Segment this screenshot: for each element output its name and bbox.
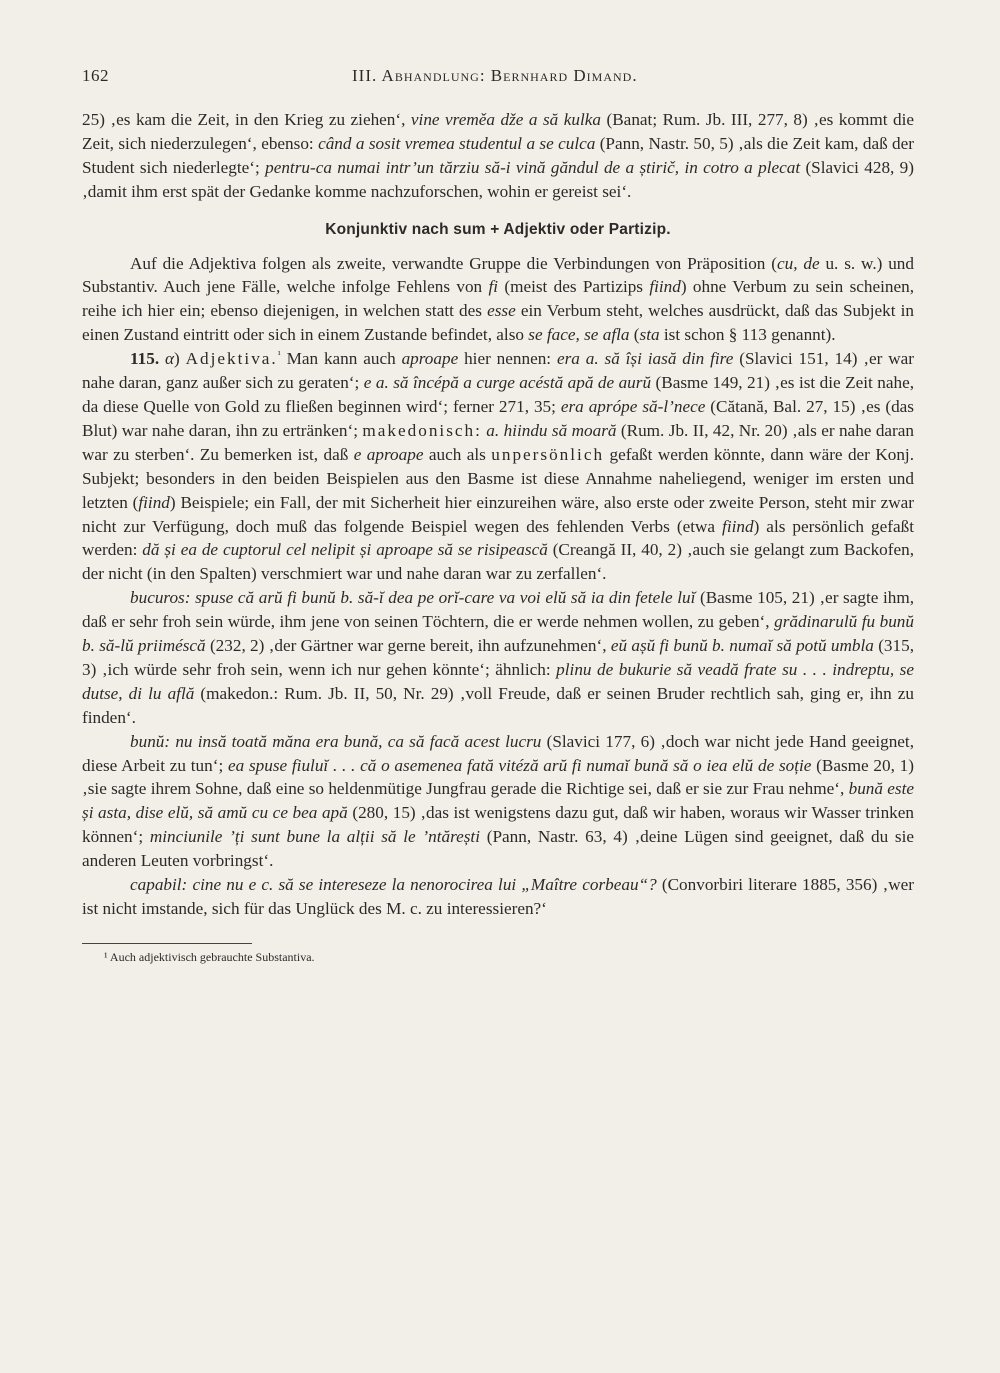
text-run: (: [629, 325, 640, 345]
text-run: (280, 15) ‚das ist wenigstens dazu gut, daß wir haben, woraus wir Wasser trinken können‘;: [82, 803, 914, 847]
text-run: unpersönlich: [491, 444, 605, 464]
text-run: makedonisch:: [362, 420, 482, 440]
text-run: (Basme 105, 21) ‚er sagte ihm, daß er sehr froh sein würde, ihm jene von seinen Töchtern, die er werde nehmen wollen, zu geben‘,: [82, 588, 914, 632]
italic-text: cu, de: [776, 253, 820, 273]
italic-text: fiind: [138, 492, 170, 512]
text-run: (Slavici 428, 9) ‚damit ihm erst spät der Gedanke komme nachzuforschen, wohin er gereist sei‘.: [82, 157, 914, 201]
text-run: u. s. w.) und Substantiv. Auch jene Fälle, welche infolge Fehlens von: [82, 253, 914, 297]
italic-text: plinu de bukurie să veadă frate su . . . indreptu, se dutse, di lu află: [82, 659, 914, 703]
text-run: (meist des Partizips: [498, 277, 650, 297]
italic-text: bună este și asta, dise elŭ, să amŭ cu ce bea apă: [82, 779, 914, 823]
text-run: (Convorbiri literare 1885, 356) ‚wer ist nicht imstande, sich für das Unglück des M. c. zu interessieren?‘: [82, 875, 914, 918]
text-run: ) als persönlich gefaßt werden:: [82, 516, 914, 560]
italic-text: e aproape: [353, 444, 424, 464]
paragraph-section-115: [82, 347, 914, 586]
text-run: (makedon.: Rum. Jb. II, 50, Nr. 29) ‚voll Freude, daß er seinen Bruder rechtlich sah, ging er, ihn zu finden‘.: [82, 683, 914, 727]
italic-text: dă și ea de cuptorul cel nelipit și aproape să se risipească: [142, 540, 548, 560]
text-run: ) Beispiele; ein Fall, der mit Sicherheit hier einzureihen wäre, also erste oder zweite Person, steht mir zwar nicht zur Verfügung, doch muß das folgende Beispiel wegen des fehlenden Verbs (etwa: [82, 492, 915, 536]
italic-text: fiind: [722, 516, 754, 536]
paragraph-capabil: [82, 873, 914, 921]
italic-text: vine vreměa dže a să kulka: [410, 110, 601, 129]
italic-text: e a. să încépă a curge acéstă apă de aurŭ: [363, 373, 652, 393]
text-run: (Pann, Nastr. 50, 5) ‚als die Zeit kam, daß der Student sich niederlegte‘;: [82, 133, 914, 177]
text-run: gefaßt werden könnte, dann wäre der Konj. Subjekt; besonders in den beiden Beispielen aus den Basme ist diese Annahme naheliegend, weniger im ersten und letzten (: [82, 444, 914, 512]
italic-text: ea spuse fiuluĭ . . . că o asemenea fată vitéză arŭ fi numaĭ bună să o iea elŭ de soție: [227, 755, 812, 775]
section-heading: Konjunktiv nach sum + Adjektiv oder Partizip.: [325, 220, 671, 238]
italic-text: eŭ așŭ fi bunŭ b. numaĭ să potŭ umbla: [610, 636, 874, 656]
italic-text: era apróре să-l’nece: [560, 396, 706, 416]
italic-text: era a. să își iasă din fire: [556, 349, 734, 369]
italic-text: esse: [487, 301, 516, 321]
italic-text: minciunile ’ți sunt bune la alții să le ’ntărești: [149, 827, 480, 847]
italic-text: grădinarulŭ fu bunŭ b. să-lŭ priiméscă: [82, 612, 914, 656]
italic-text: capabil: cine nu e c. să se intereseze la nenorocirea lui „Maître corbeau“?: [130, 875, 657, 895]
paragraph-bun: [82, 730, 914, 873]
italic-text: fi: [488, 277, 499, 297]
paragraph: [82, 108, 914, 204]
paragraph-bucuros: [82, 586, 914, 729]
italic-text: α: [165, 349, 175, 369]
text-run: Adjektiva.: [185, 349, 278, 369]
italic-text: bucuros: spuse că arŭ fi bunŭ b. să-ĭ dea pe orĭ-care va voi elŭ să ia din fetele luĭ: [130, 588, 696, 608]
text-run: (Slavici 151, 14) ‚er war nahe daran, ganz außer sich zu geraten‘;: [82, 349, 914, 393]
page-number: 162: [82, 66, 109, 85]
italic-text: pentru-ca numai intr’un tărziu să-i vină găndul de a știrič, in cotro a plecat: [265, 157, 801, 177]
text-run: (Banat; Rum. Jb. III, 277, 8) ‚es kommt die Zeit, sich niederzulegen‘, ebenso:: [82, 110, 914, 153]
text-run: ): [174, 349, 186, 369]
text-run: Man kann auch: [280, 349, 402, 369]
text-run: (232, 2) ‚der Gärtner war gerne bereit, ihn aufzunehmen‘,: [205, 636, 611, 656]
text-run: (Basme 20, 1) ‚sie sagte ihrem Sohne, daß eine so heldenmütige Jungfrau gerade die Richtige sei, daß er sie zur Frau nehme‘,: [82, 755, 914, 799]
body-text: [82, 108, 914, 921]
text-run: (Slavici 177, 6) ‚doch war nicht jede Hand geeignet, diese Arbeit zu tun‘;: [82, 731, 914, 775]
italic-text: se face, se afla: [528, 325, 630, 345]
text-run: hier nennen:: [458, 349, 557, 369]
text-run: Auf die Adjektiva folgen als zweite, verwandte Gruppe die Verbindungen von Präposition (: [130, 253, 777, 273]
section-number: 115.: [130, 349, 160, 369]
italic-text: bunŭ: nu insă toată măna era bună, ca să facă acest lucru: [130, 731, 542, 751]
text-run: 25) ‚es kam die Zeit, in den Krieg zu ziehen‘,: [82, 110, 411, 129]
text-run: ein Verbum steht, welches ausdrückt, daß das Subjekt in einen Zustand eintritt oder sich in einem Zustande befindet, also: [82, 301, 914, 345]
running-title: III. Abhandlung: Bernhard Dimand.: [352, 66, 638, 85]
text-run: ) ohne Verbum zu sein scheinen, reihe ich hier ein; ebenso diejenigen, in welchen statt des: [82, 277, 914, 321]
italic-text: aproape: [401, 349, 459, 369]
text-run: (Cătană, Bal. 27, 15) ‚es (das Blut) war nahe daran, ihn zu ertränken‘;: [82, 396, 914, 440]
text-run: (315, 3) ‚ich würde sehr froh sein, wenn ich nur gehen könnte‘; ähnlich:: [82, 636, 915, 679]
italic-text: a. hiindu să moară: [486, 420, 617, 440]
italic-text: sta: [639, 325, 660, 345]
text-run: (Basme 149, 21) ‚es ist die Zeit nahe, da diese Quelle von Gold zu fließen beginnen wird‘; ferner 271, 35;: [82, 373, 914, 416]
footnote: ¹ Auch adjektivisch gebrauchte Substantiva.: [104, 949, 315, 964]
footnote-rule: [82, 943, 252, 944]
text-run: ist schon § 113 genannt).: [659, 325, 836, 345]
text-run: (Creangă II, 40, 2) ‚auch sie gelangt zum Backofen, der nicht (in den Spalten) verschmiert war und nahe daran war zu zerfallen‘.: [82, 540, 915, 584]
page: [82, 66, 914, 965]
italic-text: fiind: [649, 277, 681, 297]
footnote-ref: ¹: [277, 349, 281, 361]
text-run: auch als: [423, 444, 492, 464]
paragraph: [82, 252, 914, 348]
italic-text: când a sosit vremea studentul a se culca: [318, 133, 596, 153]
page-header: [82, 66, 914, 94]
text-run: (Rum. Jb. II, 42, Nr. 20) ‚als er nahe daran war zu sterben‘. Zu bemerken ist, daß: [82, 420, 914, 464]
text-run: (Pann, Nastr. 63, 4) ‚deine Lügen sind geeignet, daß du sie anderen Leuten vorbringst‘.: [82, 827, 915, 871]
